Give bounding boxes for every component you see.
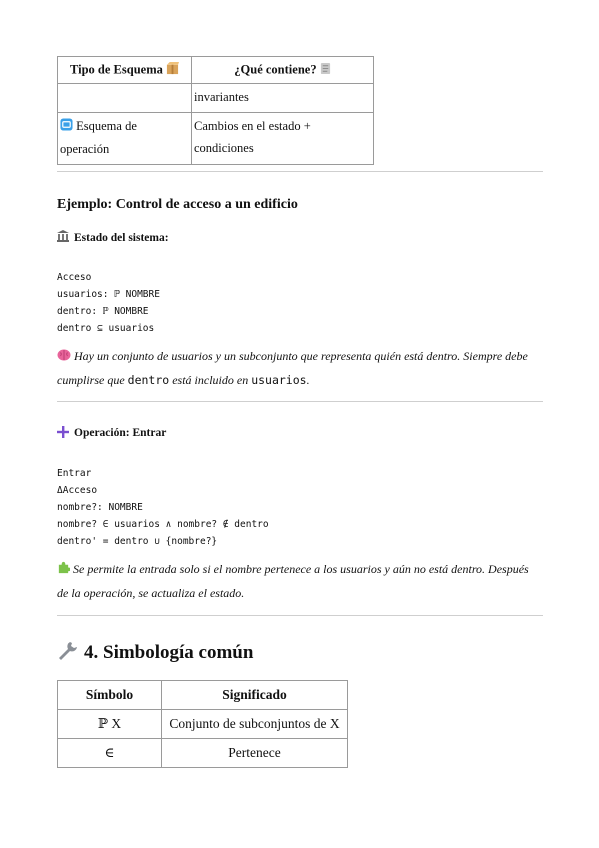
table-cell: Pertenece [162,738,348,767]
state-code-block: Acceso usuarios: ℙ NOMBRE dentro: ℙ NOMBRE dentro ⊆ usuarios [57,272,160,335]
table-cell: Esquema de operación [58,113,192,165]
operation-code-block: Entrar ΔAcceso nombre?: NOMBRE nombre? ∈ usuarios ∧ nombre? ∉ dentro dentro' = dentro ∪ {nombre?} [57,467,269,547]
state-note: Hay un conjunto de usuarios y un subconjunto que representa quién está dentro. Siempre debe cumplirse que dentro está incluido en usuarios. [57,345,543,392]
document-page [57,56,543,768]
table-cell: ∈ [58,738,162,767]
scroll-icon [320,62,331,79]
table-header-cell: Símbolo [58,680,162,709]
example-title: Ejemplo: Control de acceso a un edificio [57,197,298,213]
table-cell: ℙ X [58,709,162,738]
package-icon [166,62,179,79]
table-row [58,709,348,738]
table-row [58,738,348,767]
table-cell: Conjunto de subconjuntos de X [162,709,348,738]
operation-note: Se permite la entrada solo si el nombre pertenece a los usuarios y aún no está dentro. Después de la operación, se actualiza el estado. [57,558,543,605]
table-row [58,84,374,113]
table-cell: invariantes [192,84,374,113]
table-header-row [58,57,374,84]
operation-heading: Operación: Entrar [57,426,543,441]
table-row [58,113,374,165]
bank-icon [57,230,69,245]
schema-types-table [57,56,374,165]
plus-icon [57,426,69,441]
table-cell: Cambios en el estado + condiciones [192,113,374,165]
table-cell [58,84,192,113]
wrench-icon [57,640,77,666]
blue-square-icon [60,116,73,138]
symbols-table [57,680,348,768]
brain-icon [57,346,71,369]
table-header-cell: Significado [162,680,348,709]
table-header-cell: ¿Qué contiene? [192,57,374,84]
section-heading: 4. Simbología común [57,640,543,666]
puzzle-icon [57,559,70,582]
table-header-row [58,680,348,709]
state-heading: Estado del sistema: [57,230,543,245]
table-header-cell: Tipo de Esquema [58,57,192,84]
